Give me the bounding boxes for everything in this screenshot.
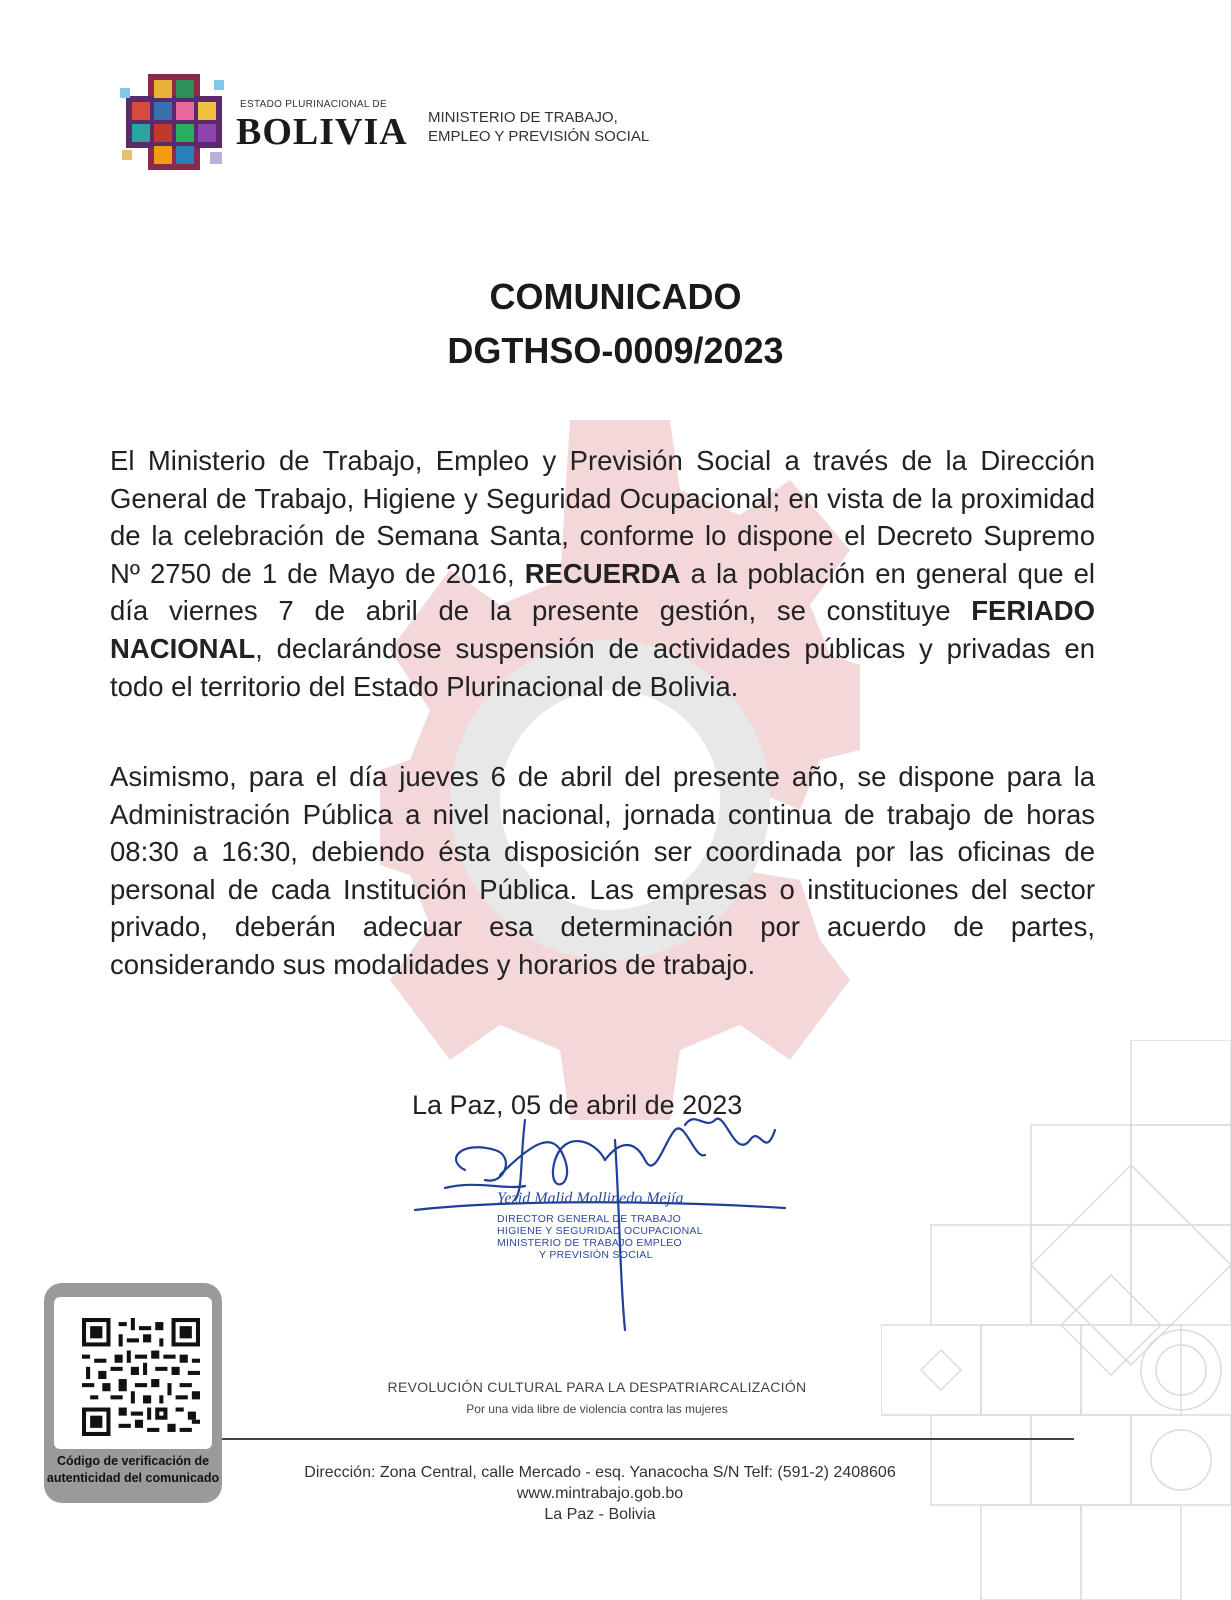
ministry-line-1: MINISTERIO DE TRABAJO,	[428, 109, 618, 126]
signatory-name: Yezid Malid Mollinedo Mejía	[497, 1190, 684, 1207]
p1-bold-feriado: FERIADO NACIONAL	[110, 595, 1095, 664]
stamp-line-1: DIRECTOR GENERAL DE TRABAJO	[497, 1213, 682, 1225]
ministry-line-2: EMPLEO Y PREVISIÓN SOCIAL	[428, 128, 650, 145]
slogan-main: REVOLUCIÓN CULTURAL PARA LA DESPATRIARCALIZACIÓN	[387, 1379, 807, 1395]
p1-text-e: , declarándose suspensión de actividades públicas y privadas en todo el territorio del Estado Plurinacional de Bolivia.	[110, 632, 1095, 702]
qr-caption-line-1: Código de verificación de	[56, 1454, 210, 1468]
country-label-small: ESTADO PLURINACIONAL DE	[240, 99, 387, 110]
document-title: COMUNICADO	[489, 276, 742, 317]
footer-divider	[222, 1438, 1074, 1440]
document-code: DGTHSO-0009/2023	[447, 330, 784, 371]
stamp-line-4: Y PREVISIÓN SOCIAL	[539, 1249, 653, 1261]
paragraph-2: Asimismo, para el día jueves 6 de abril del presente año, se dispone para la Administración Pública a nivel nacional, jornada continua de trabajo de horas 08:30 a 16:30, debiendo ésta disposición ser coordinada por las oficinas de personal de cada Institución Pública. Las empresas o instituciones del sector privado, deberán adecuar esa determinación por acuerdo de partes, considerando sus modalidades y horarios de trabajo.	[110, 761, 1095, 980]
qr-code-frame	[54, 1297, 212, 1449]
footer-website-link[interactable]: www.mintrabajo.gob.bo	[516, 1485, 684, 1502]
stamp-line-2: HIGIENE Y SEGURIDAD OCUPACIONAL	[497, 1225, 703, 1237]
ministry-name	[428, 108, 649, 146]
place-and-date: La Paz, 05 de abril de 2023	[412, 1090, 743, 1120]
country-name: BOLIVIA	[236, 111, 408, 153]
paragraph-1	[110, 442, 1095, 705]
p1-text-a: El Ministerio de Trabajo, Empleo y Previsión Social a través de la Dirección General de Trabajo, Higiene y Seguridad Ocupacional; en vista de la proximidad de la celebración de Semana Santa, conforme lo dispone el Decreto Supremo Nº 2750 de 1 de Mayo de 2016,	[110, 445, 1095, 589]
bolivia-emblem-logo	[118, 66, 230, 178]
footer-city: La Paz - Bolivia	[544, 1506, 656, 1523]
qr-caption-line-2: autenticidad del comunicado	[46, 1471, 220, 1485]
p1-text-c: a la población en general que el día viernes 7 de abril de la presente gestión, se constituye	[110, 557, 1095, 627]
footer-address: Dirección: Zona Central, calle Mercado - esq. Yanacocha S/N Telf: (591-2) 2408606	[304, 1464, 896, 1481]
slogan-sub: Por una vida libre de violencia contra las mujeres	[466, 1402, 728, 1416]
stamp-line-3: MINISTERIO DE TRABAJO EMPLEO	[497, 1237, 682, 1249]
qr-code-icon[interactable]	[82, 1318, 200, 1436]
official-stamp	[497, 1213, 703, 1261]
letterhead	[118, 66, 738, 186]
p1-bold-recuerda: RECUERDA	[524, 557, 681, 589]
